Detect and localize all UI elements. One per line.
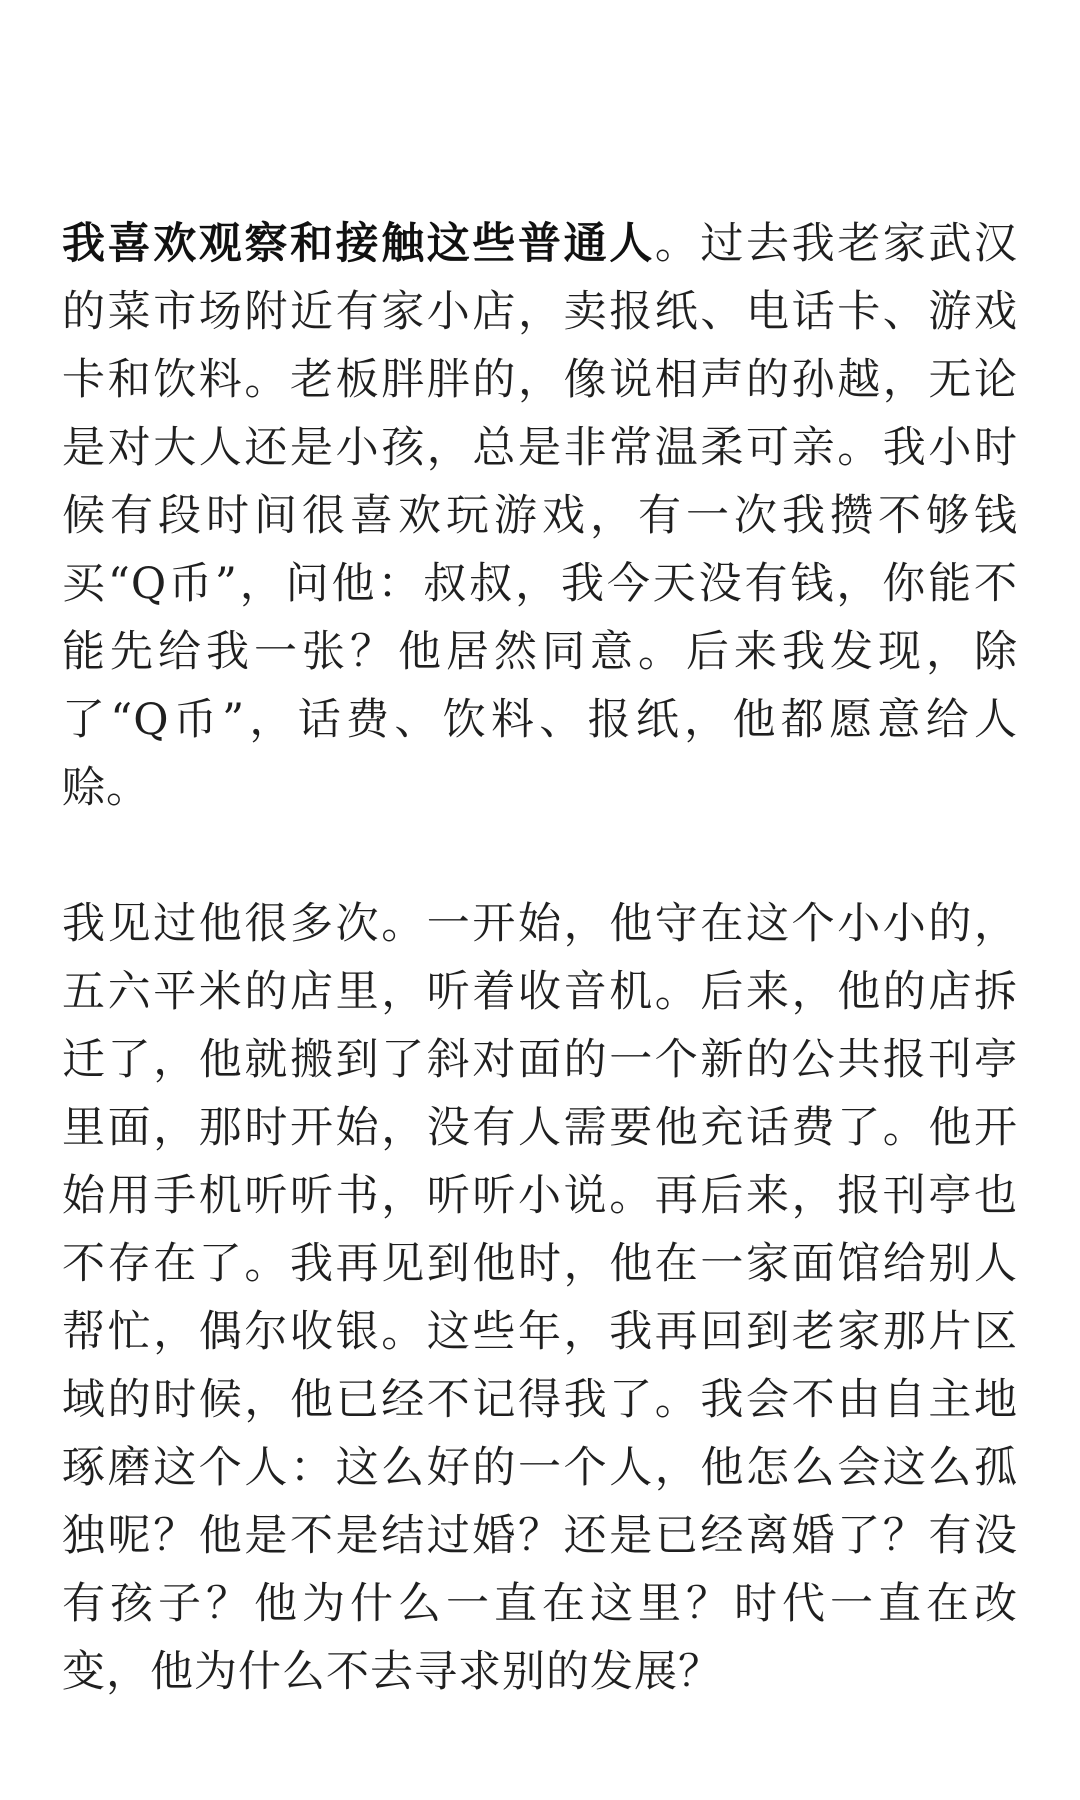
article-paragraph-2: [62, 890, 1018, 1706]
paragraph-1-text: 。过去我老家武汉的菜市场附近有家小店，卖报纸、电话卡、游戏卡和饮料。老板胖胖的，像说相声的孙越，无论是对大人还是小孩，总是非常温柔可亲。我小时候有段时间很喜欢玩游戏，有一次我攒不够钱买“Q币”，问他：叔叔，我今天没有钱，你能不能先给我一张？他居然同意。后来我发现，除了“Q币”，话费、饮料、报纸，他都愿意给人赊。: [62, 219, 1019, 813]
article-body: [62, 210, 1018, 1706]
paragraph-2-text: 我见过他很多次。一开始，他守在这个小小的，五六平米的店里，听着收音机。后来，他的店拆迁了，他就搬到了斜对面的一个新的公共报刊亭里面，那时开始，没有人需要他充话费了。他开始用手机听听书，听听小说。再后来，报刊亭也不存在了。我再见到他时，他在一家面馆给别人帮忙，偶尔收银。这些年，我再回到老家那片区域的时候，他已经不记得我了。我会不由自主地琢磨这个人：这么好的一个人，他怎么会这么孤独呢？他是不是结过婚？还是已经离婚了？有没有孩子？他为什么一直在这里？时代一直在改变，他为什么不去寻求别的发展？: [62, 899, 1018, 1697]
article-paragraph-1: [62, 210, 1018, 822]
paragraph-1-bold-lead: 我喜欢观察和接触这些普通人: [62, 219, 655, 269]
